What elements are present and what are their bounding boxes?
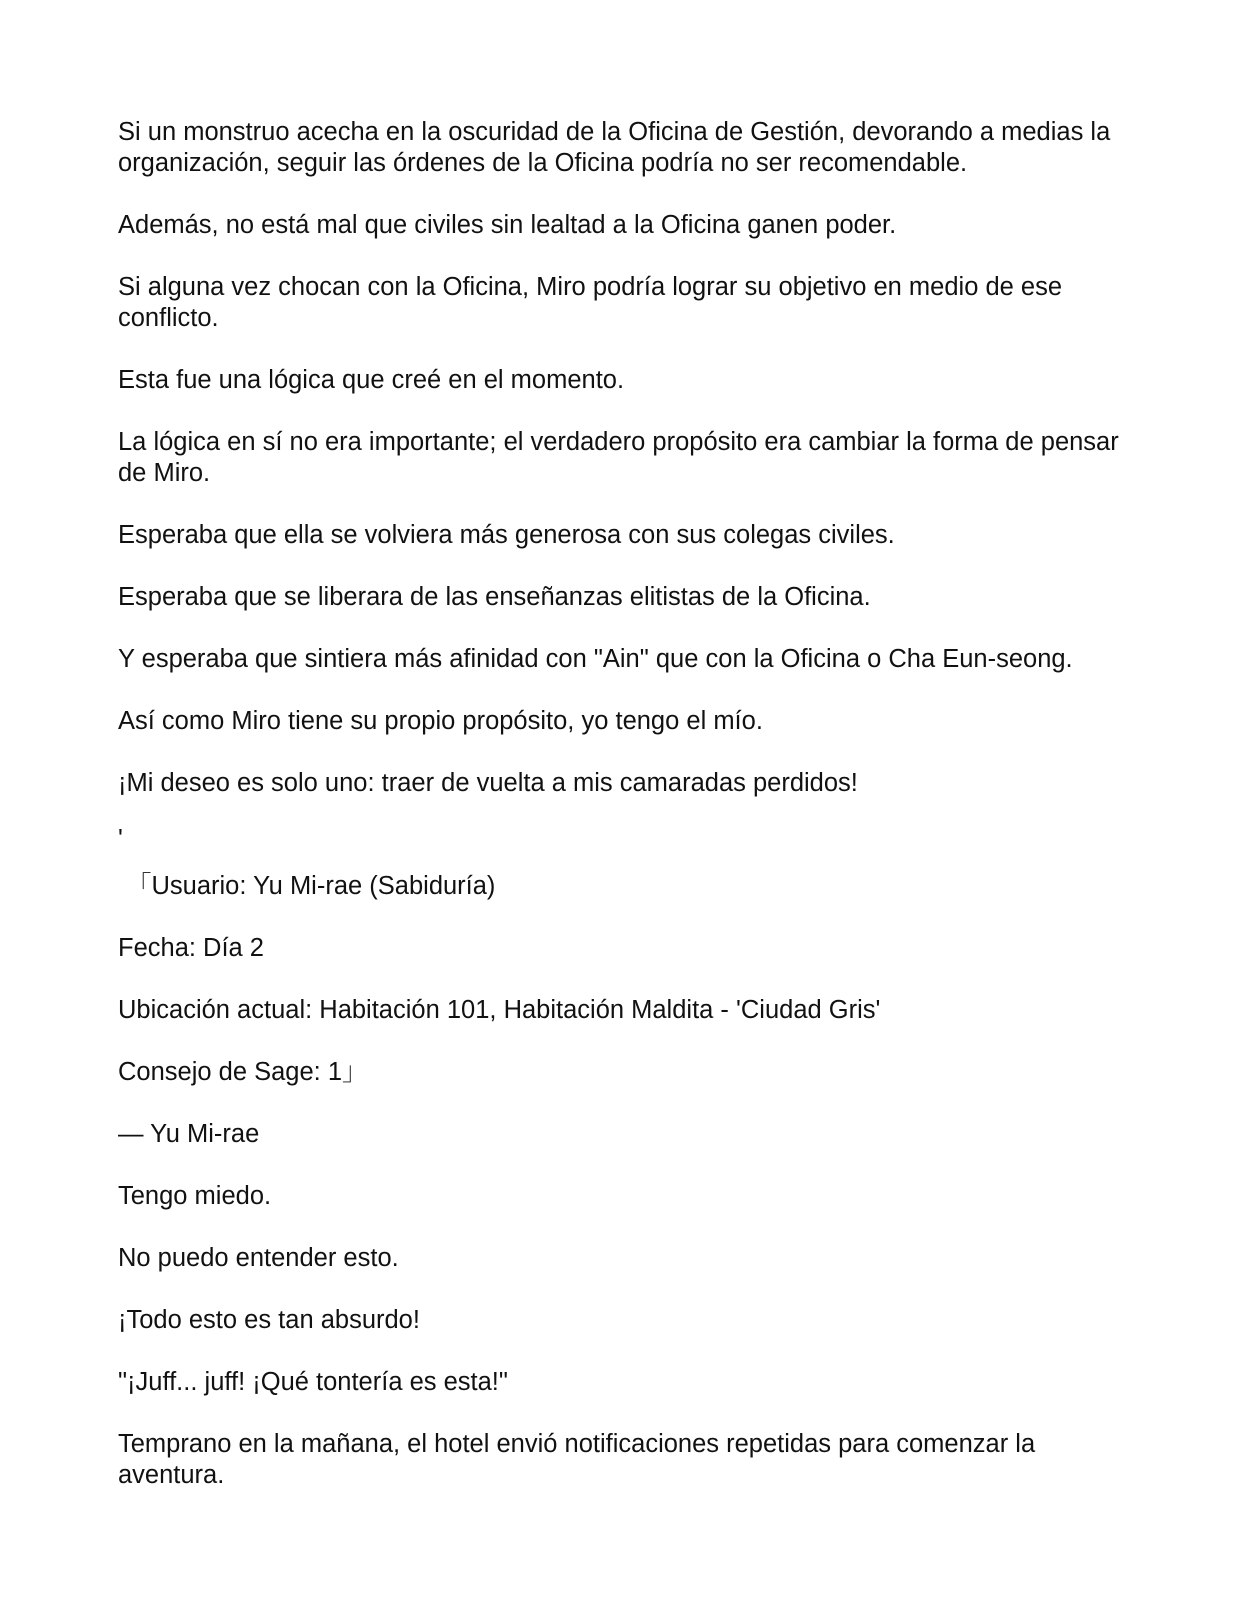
status-location-line: Ubicación actual: Habitación 101, Habitación Maldita - 'Ciudad Gris' [118,996,881,1024]
paragraph: Y esperaba que sintiera más afinidad con "Ain" que con la Oficina o Cha Eun-seong. [118,645,1073,673]
paragraph: Además, no está mal que civiles sin lealtad a la Oficina ganen poder. [118,211,897,239]
paragraph: Así como Miro tiene su propio propósito, yo tengo el mío. [118,707,763,735]
status-date-line: Fecha: Día 2 [118,934,264,962]
paragraph: ¡Todo esto es tan absurdo! [118,1306,420,1334]
paragraph: No puedo entender esto. [118,1244,399,1272]
paragraph: La lógica en sí no era importante; el verdadero propósito era cambiar la forma de pensar de Miro. [118,428,1119,487]
document-body [118,117,1128,1522]
section-spacer [118,855,1128,871]
paragraph: Si alguna vez chocan con la Oficina, Miro podría lograr su objetivo en medio de ese conflicto. [118,273,1063,332]
paragraph: Tengo miedo. [118,1182,272,1210]
paragraph: Esta fue una lógica que creé en el momento. [118,366,625,394]
paragraph: Esperaba que ella se volviera más generosa con sus colegas civiles. [118,521,895,549]
dialogue-line: "¡Juff... juff! ¡Qué tontería es esta!" [118,1368,508,1396]
paragraph: Temprano en la mañana, el hotel envió notificaciones repetidas para comenzar la aventura. [118,1430,1036,1489]
paragraph: ¡Mi deseo es solo uno: traer de vuelta a mis camaradas perdidos! [118,769,858,797]
paragraph: Si un monstruo acecha en la oscuridad de la Oficina de Gestión, devorando a medias la organización, seguir las órdenes de la Oficina podría no ser recomendable. [118,118,1111,177]
speaker-heading: — Yu Mi-rae [118,1120,260,1148]
status-user-line: 「Usuario: Yu Mi-rae (Sabiduría) [126,872,496,900]
paragraph: Esperaba que se liberara de las enseñanzas elitistas de la Oficina. [118,583,871,611]
separator-mark: ' [118,825,123,853]
status-advice-line: Consejo de Sage: 1」 [118,1058,368,1086]
